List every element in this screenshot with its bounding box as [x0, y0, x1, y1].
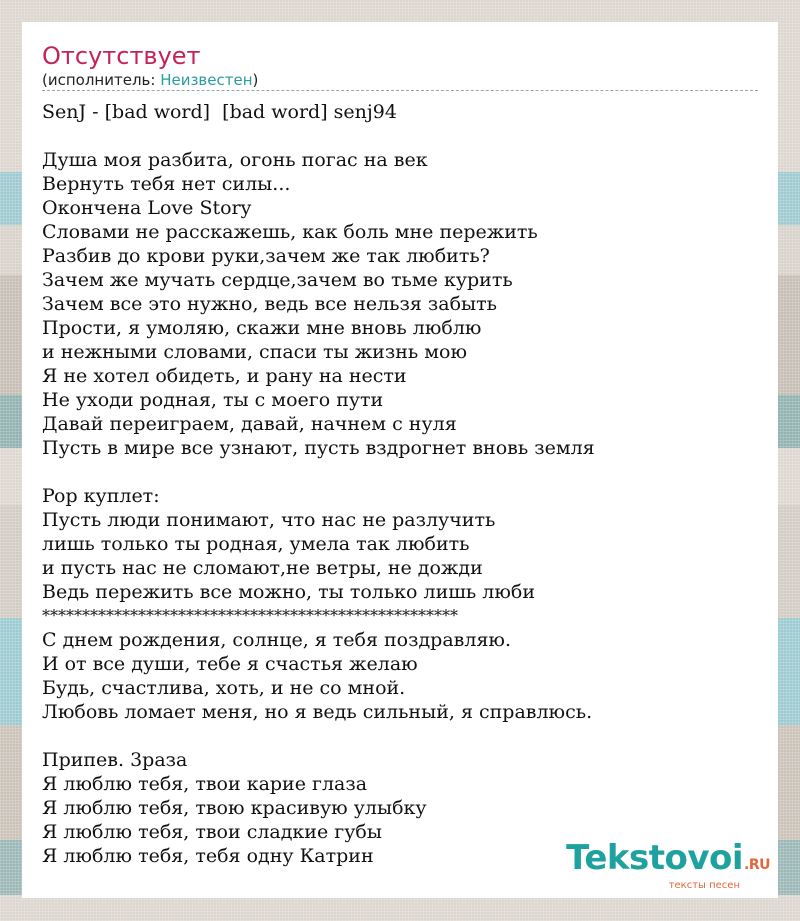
lyric-line: Разбив до крови руки,зачем же так любить?	[42, 245, 490, 267]
lyric-line: SenJ - [bad word] [bad word] senj94	[42, 101, 397, 123]
lyric-line: Пусть люди понимают, что нас не разлучить	[42, 509, 496, 531]
logo-domain: .RU	[744, 857, 770, 873]
artist-link[interactable]: Неизвестен	[160, 71, 253, 89]
lyric-line: Пусть в мире все узнают, пусть вздрогнет вновь земля	[42, 437, 595, 459]
title-divider	[42, 90, 758, 91]
lyric-line: Любовь ломает меня, но я ведь сильный, я справлюсь.	[42, 701, 593, 723]
site-logo[interactable]	[566, 838, 770, 892]
logo-main-text: Tekstovoi	[566, 838, 744, 878]
song-title: Отсутствует	[42, 42, 201, 70]
lyric-line	[42, 124, 758, 148]
lyric-line: Давай переиграем, давай, начнем с нуля	[42, 413, 457, 435]
lyric-line: Припев. 3раза	[42, 749, 188, 771]
lyric-line: Не уходи родная, ты с моего пути	[42, 389, 384, 411]
lyrics-card	[22, 22, 778, 898]
artist-line	[42, 70, 258, 90]
lyrics-text	[42, 100, 758, 868]
lyric-line: Ведь пережить все можно, ты только лишь люби	[42, 581, 536, 603]
lyric-line: Я люблю тебя, тебя одну Катрин	[42, 845, 374, 867]
lyric-line: Я люблю тебя, твои карие глаза	[42, 773, 368, 795]
logo-wordmark	[566, 838, 770, 882]
lyric-line: и пусть нас не сломают,не ветры, не дожди	[42, 557, 483, 579]
lyric-line	[42, 724, 758, 748]
lyric-separator: ****************************************************	[42, 606, 458, 625]
lyric-line: Окончена Love Story	[42, 197, 252, 219]
lyric-line: Я люблю тебя, твои сладкие губы	[42, 821, 382, 843]
lyric-line: Словами не расскажешь, как боль мне пережить	[42, 221, 538, 243]
lyric-line: и нежными словами, спаси ты жизнь мою	[42, 341, 468, 363]
lyric-line: С днем рождения, солнце, я тебя поздравляю.	[42, 629, 512, 651]
logo-tagline: тексты песен	[668, 880, 740, 891]
lyric-line: Зачем же мучать сердце,зачем во тьме курить	[42, 269, 513, 291]
lyric-line: Вернуть тебя нет силы...	[42, 173, 291, 195]
artist-prefix: (исполнитель:	[42, 71, 161, 89]
lyric-line: Прости, я умоляю, скажи мне вновь люблю	[42, 317, 482, 339]
lyric-line: Pop куплет:	[42, 485, 160, 507]
lyric-line: Будь, счастлива, хоть, и не со мной.	[42, 677, 406, 699]
lyric-line	[42, 460, 758, 484]
lyric-line: Я не хотел обидеть, и рану на нести	[42, 365, 407, 387]
artist-suffix: )	[252, 71, 259, 89]
lyric-line: Душа моя разбита, огонь погас на век	[42, 149, 428, 171]
lyric-line: Зачем все это нужно, ведь все нельзя забыть	[42, 293, 498, 315]
lyric-line: Я люблю тебя, твою красивую улыбку	[42, 797, 427, 819]
lyric-line: лишь только ты родная, умела так любить	[42, 533, 470, 555]
lyric-line: И от все души, тебе я счастья желаю	[42, 653, 418, 675]
